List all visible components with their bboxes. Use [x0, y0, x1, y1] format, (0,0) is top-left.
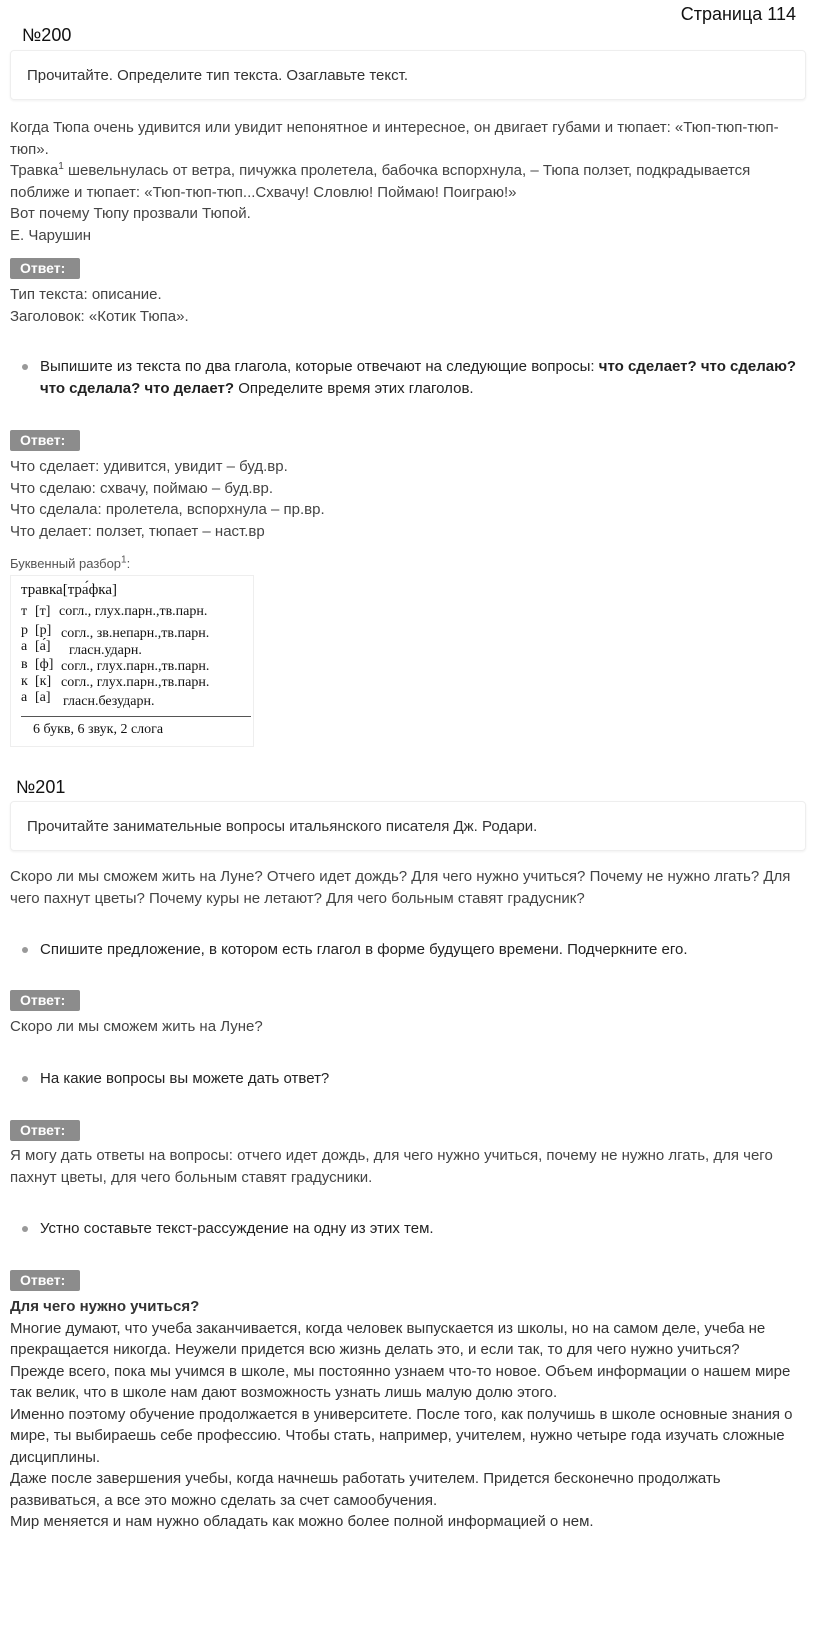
parse-letter: к	[21, 674, 28, 689]
answer-line: Тип текста: описание.	[10, 286, 162, 303]
answer-badge: Ответ:	[10, 1120, 80, 1141]
task-box	[10, 50, 806, 100]
parse-letter: р	[21, 623, 28, 638]
text-author: Е. Чарушин	[10, 226, 92, 244]
parse-desc: согл., глух.парн.,тв.парн.	[59, 604, 208, 619]
answer-badge: Ответ:	[10, 258, 80, 279]
parse-desc: согл., зв.непарн.,тв.парн.	[61, 626, 210, 641]
answer-line: Что сделает: удивится, увидит – буд.вр.	[10, 458, 288, 475]
parse-divider	[21, 716, 251, 717]
text-fragment: Травка	[10, 162, 59, 179]
label-text: Буквенный разбор	[10, 556, 122, 571]
parse-letter: т	[21, 604, 28, 619]
answer-line: Что сделала: пролетела, вспорхнула – пр.вр.	[10, 501, 325, 518]
text-line: Когда Тюпа очень удивится или увидит непонятное и интересное, он двигает губами и тюпает: «Тюп-тюп-тюп-тюп».	[10, 119, 779, 158]
exercise-text	[10, 117, 800, 246]
letter-parse-label	[10, 556, 130, 571]
essay-title: Для чего нужно учиться?	[10, 1298, 200, 1315]
text-line: Скоро ли мы сможем жить на Луне? Отчего идет дождь? Для чего нужно учиться? Почему не нужно лгать? Для чего пахнут цветы? Почему куры не летают? Для чего больным ставят градусник?	[10, 868, 791, 907]
question-bullet: На какие вопросы вы можете дать ответ?	[40, 1068, 800, 1090]
essay-paragraph: Мир меняется и нам нужно обладать как можно более полной информацией о нем.	[10, 1513, 594, 1530]
exercise-number: №201	[16, 777, 66, 797]
exercise-text	[10, 866, 800, 909]
question-bullet: Спишите предложение, в котором есть глагол в форме будущего времени. Подчеркните его.	[40, 939, 800, 961]
parse-desc: согл., глух.парн.,тв.парн.	[61, 675, 210, 690]
text-line: Вот почему Тюпу прозвали Тюпой.	[10, 205, 251, 222]
essay-paragraph: Многие думают, что учеба заканчивается, когда человек выпускается из школы, но на самом деле, учеба не прекращается никогда. Неужели придется всю жизнь делать это, и если так, то для чего нужно учиться?	[10, 1319, 766, 1358]
letter-parse-image	[10, 575, 254, 747]
answer-badge: Ответ:	[10, 990, 80, 1011]
parse-desc: гласн.безударн.	[63, 694, 155, 709]
text-line	[10, 160, 800, 203]
label-text: :	[126, 556, 131, 571]
task-box	[10, 801, 806, 851]
parse-sound: [а́]	[35, 639, 51, 654]
answer-text	[10, 1145, 800, 1188]
parse-summary: 6 букв, 6 звук, 2 слога	[33, 722, 164, 737]
question-text: Определите время этих глаголов.	[234, 380, 474, 397]
parse-sound: [а]	[35, 690, 51, 705]
answer-line: Что сделаю: схвачу, поймаю – буд.вр.	[10, 479, 274, 497]
question-bold: что сделает? что сделаю? что сделала? что делает?	[40, 358, 797, 397]
answer-line: Заголовок: «Котик Тюпа».	[10, 307, 189, 325]
question-bullet: Устно составьте текст-рассуждение на одну из этих тем.	[40, 1218, 800, 1240]
answer-line: Скоро ли мы сможем жить на Луне?	[10, 1018, 263, 1035]
task-text: Прочитайте занимательные вопросы итальянского писателя Дж. Родари.	[27, 817, 538, 835]
essay-paragraph: Даже после завершения учебы, когда начнешь работать учителем. Придется бесконечно продолжать развиваться, а все это можно сделать за счет самообучения.	[10, 1470, 721, 1509]
footnote-mark: 1	[58, 161, 64, 172]
answer-badge: Ответ:	[10, 430, 80, 451]
parse-letter: а	[21, 639, 28, 654]
question-bullet	[40, 356, 800, 400]
answer-text	[10, 1016, 800, 1038]
answer-badge: Ответ:	[10, 1270, 80, 1291]
task-text: Прочитайте. Определите тип текста. Озаглавьте текст.	[27, 66, 409, 84]
parse-sound: [ф]	[35, 657, 54, 672]
answer-line: Я могу дать ответы на вопросы: отчего идет дождь, для чего нужно учиться, почему не нужно лгать, для чего пахнут цветы, для чего больным ставят градусники.	[10, 1147, 773, 1186]
essay-paragraph: Прежде всего, пока мы учимся в школе, мы постоянно узнаем что-то новое. Объем информации о нашем мире так велик, что в школе нам дают возможность узнать лишь малую долю этого.	[10, 1362, 791, 1401]
answer-text	[10, 456, 800, 542]
question-text: Выпишите из текста по два глагола, которые отвечают на следующие вопросы:	[40, 358, 599, 375]
essay-paragraph: Именно поэтому обучение продолжается в университете. После того, как получишь в школе основные знания о мире, ты выбираешь себе профессию. Чтобы стать, например, учителем, нужно четыре года изучать сложные дисциплины.	[10, 1405, 793, 1466]
parse-letter: в	[21, 657, 28, 672]
parse-sound: [к]	[35, 674, 52, 689]
exercise-number: №200	[22, 25, 72, 45]
parse-sound: [т]	[35, 604, 51, 619]
parse-desc: гласн.ударн.	[69, 643, 142, 658]
answer-text	[10, 284, 800, 327]
footnote-mark: 1	[121, 554, 127, 566]
parse-letter: а	[21, 690, 28, 705]
answer-line: Что делает: ползет, тюпает – наст.вр	[10, 522, 265, 540]
parse-desc: согл., глух.парн.,тв.парн.	[61, 659, 210, 674]
text-fragment: шевельнулась от ветра, пичужка пролетела, бабочка вспорхнула, – Тюпа ползет, подкрадывается поближе и тюпает: «Тюп-тюп-тюп...Схвачу! Словлю! Поймаю! Поиграю!»	[10, 162, 751, 201]
parse-word: травка[тра́фка]	[21, 582, 118, 598]
essay-text	[10, 1296, 800, 1533]
parse-sound: [р]	[35, 623, 52, 638]
page-number: Страница 114	[680, 4, 796, 24]
